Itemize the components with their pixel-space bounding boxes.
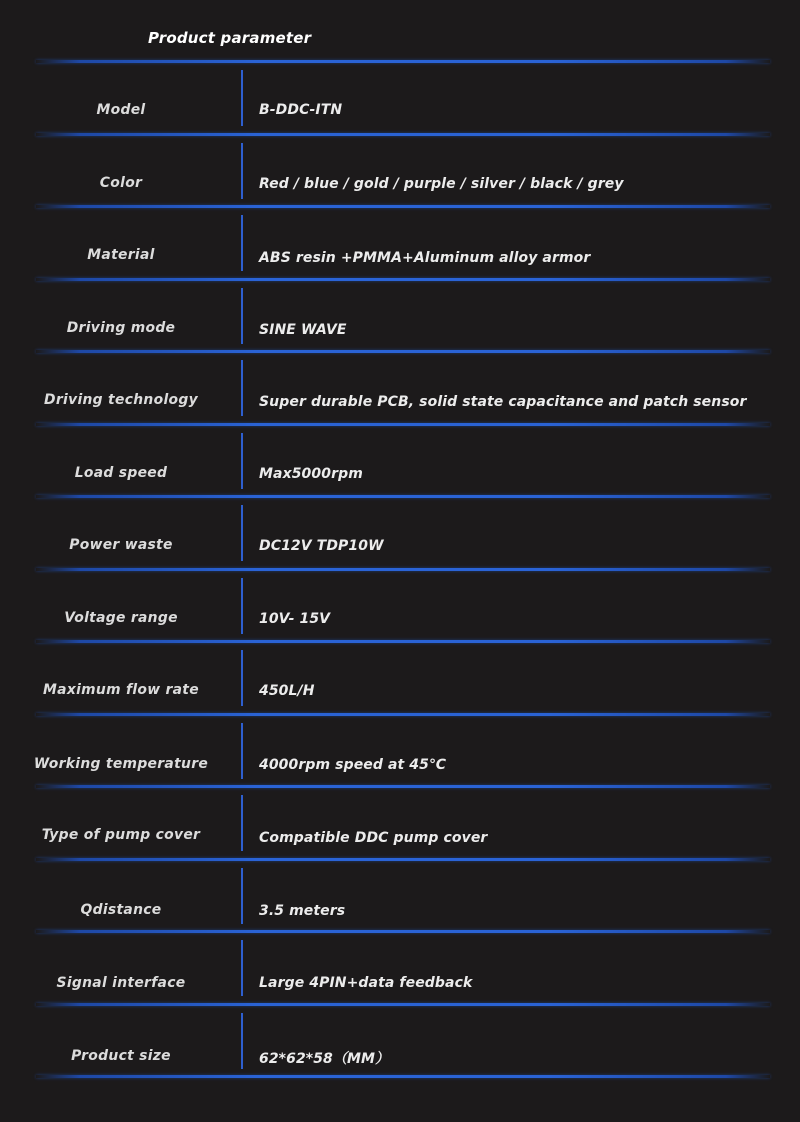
separator-line [36, 495, 770, 498]
separator-line [36, 133, 770, 136]
column-divider [241, 723, 243, 779]
column-divider [241, 143, 243, 199]
separator-line [36, 278, 770, 281]
param-value-model: B-DDC-ITN [259, 102, 343, 118]
page-title: Product parameter [148, 29, 312, 47]
param-label-qdistance: Qdistance [80, 902, 162, 918]
column-divider [241, 1013, 243, 1069]
param-value-signal-interface: Large 4PIN+data feedback [259, 975, 473, 991]
column-divider [241, 650, 243, 706]
separator-line [36, 930, 770, 933]
separator-line [36, 568, 770, 571]
param-value-material: ABS resin +PMMA+Aluminum alloy armor [259, 250, 591, 266]
param-label-load-speed: Load speed [74, 465, 168, 481]
param-label-driving-mode: Driving mode [66, 320, 176, 336]
param-value-qdistance: 3.5 meters [259, 903, 346, 919]
separator-line [36, 60, 770, 63]
param-label-maximum-flow-rate: Maximum flow rate [43, 682, 199, 698]
separator-line [36, 858, 770, 861]
column-divider [241, 360, 243, 416]
column-divider [241, 868, 243, 924]
param-value-maximum-flow-rate: 450L/H [259, 683, 315, 699]
separator-line [36, 640, 770, 643]
column-divider [241, 215, 243, 271]
separator-line [36, 1003, 770, 1006]
param-value-type-of-pump-cover: Compatible DDC pump cover [259, 830, 488, 846]
separator-line [36, 785, 770, 788]
param-value-power-waste: DC12V TDP10W [259, 538, 384, 554]
param-label-signal-interface: Signal interface [56, 975, 186, 991]
column-divider [241, 505, 243, 561]
param-label-model: Model [96, 102, 146, 118]
param-value-working-temperature: 4000rpm speed at 45℃ [259, 757, 447, 773]
param-value-product-size: 62*62*58（MM） [259, 1051, 390, 1067]
column-divider [241, 795, 243, 851]
param-label-driving-technology: Driving technology [44, 392, 198, 408]
column-divider [241, 70, 243, 126]
param-label-voltage-range: Voltage range [64, 610, 178, 626]
column-divider [241, 578, 243, 634]
separator-line [36, 205, 770, 208]
param-label-working-temperature: Working temperature [33, 756, 209, 772]
column-divider [241, 433, 243, 489]
separator-line [36, 713, 770, 716]
column-divider [241, 288, 243, 344]
param-value-color: Red / blue / gold / purple / silver / black / grey [259, 176, 624, 192]
param-value-voltage-range: 10V- 15V [259, 611, 331, 627]
param-label-type-of-pump-cover: Type of pump cover [41, 827, 201, 843]
column-divider [241, 940, 243, 996]
param-value-driving-mode: SINE WAVE [259, 322, 347, 338]
separator-line [36, 423, 770, 426]
param-label-material: Material [87, 247, 155, 263]
param-value-load-speed: Max5000rpm [259, 466, 363, 482]
separator-line [36, 350, 770, 353]
param-label-product-size: Product size [71, 1048, 171, 1064]
param-value-driving-technology: Super durable PCB, solid state capacitance and patch sensor [259, 394, 747, 410]
separator-line [36, 1075, 770, 1078]
param-label-color: Color [99, 175, 143, 191]
param-label-power-waste: Power waste [69, 537, 173, 553]
